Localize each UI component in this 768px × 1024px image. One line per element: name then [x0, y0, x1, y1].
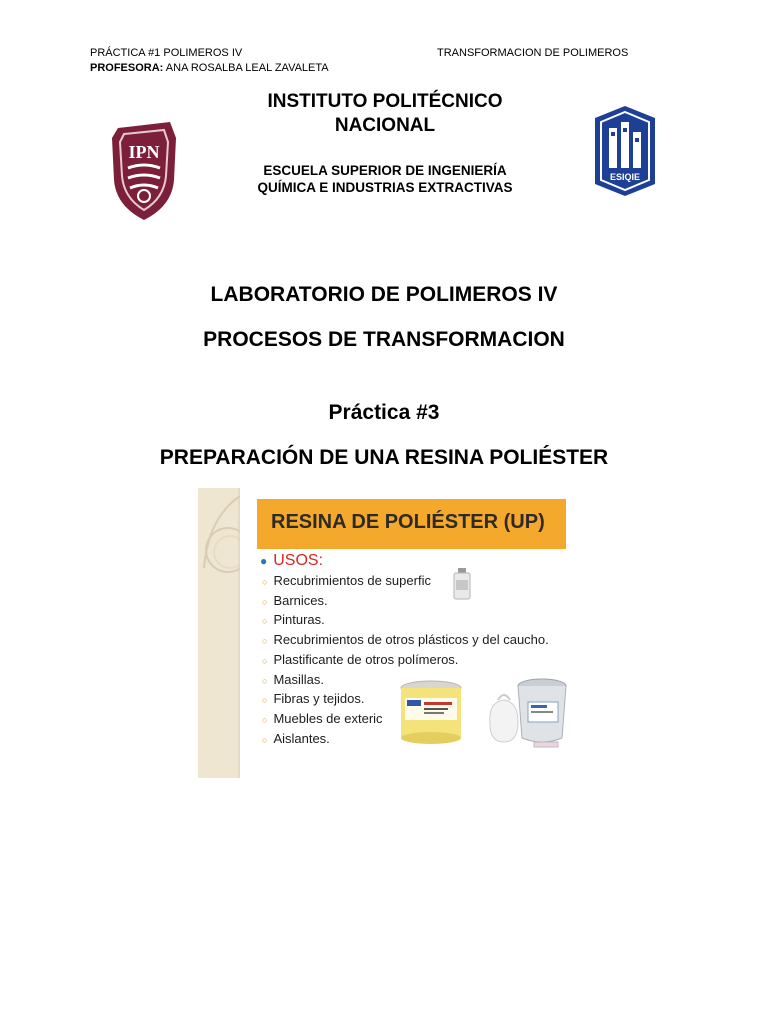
ipn-logo-text: IPN — [128, 142, 160, 162]
circle-bullet-icon: ○ — [262, 596, 268, 607]
circle-bullet-icon: ○ — [262, 655, 268, 666]
list-item: ○ Recubrimientos de superfic — [262, 573, 431, 588]
practice-number: Práctica #3 — [328, 401, 440, 424]
institute-line2: NACIONAL — [334, 115, 436, 136]
esiqie-logo-text: ESIQIE — [609, 172, 641, 182]
circle-bullet-icon: ○ — [262, 675, 268, 686]
slide-section-label: USOS: — [273, 552, 324, 569]
list-item: ○ Barnices. — [262, 592, 328, 608]
slide-decor-strip — [198, 488, 240, 778]
slide-title-banner — [257, 499, 566, 549]
circle-bullet-icon: ○ — [262, 616, 268, 627]
slide-image — [198, 488, 576, 778]
bullet-icon: ● — [260, 554, 268, 568]
list-item: ○ Muebles de exteric — [262, 710, 383, 726]
school-line1: ESCUELA SUPERIOR DE INGENIERÍA — [263, 163, 507, 178]
professor-label: PROFESORA: — [90, 62, 164, 74]
professor-name: ANA ROSALBA LEAL ZAVALETA — [165, 62, 329, 74]
list-item: ○ Plastificante de otros polímeros. — [262, 651, 459, 667]
list-item: ○ Fibras y tejidos. — [262, 691, 365, 707]
circle-bullet-icon: ○ — [262, 695, 268, 706]
ipn-logo — [104, 118, 184, 222]
circle-bullet-icon: ○ — [262, 734, 268, 745]
putty-can-photo — [398, 680, 464, 744]
practice-subject: PREPARACIÓN DE UNA RESINA POLIÉSTER — [159, 446, 609, 469]
header-right: TRANSFORMACION DE POLIMEROS — [437, 47, 629, 59]
institute-name — [230, 90, 540, 138]
list-item: ○ Masillas. — [262, 671, 325, 687]
circle-bullet-icon: ○ — [262, 577, 268, 587]
school-line2: QUÍMICA E INDUSTRIAS EXTRACTIVAS — [257, 180, 513, 195]
list-item: ○ Pinturas. — [262, 612, 325, 628]
lab-title: LABORATORIO DE POLIMEROS IV — [210, 283, 558, 306]
bottle-photo — [452, 568, 472, 600]
slide-title: RESINA DE POLIÉSTER (UP) — [271, 511, 545, 533]
resin-bucket-photo — [484, 676, 570, 756]
school-name — [210, 162, 560, 196]
circle-bullet-icon: ○ — [262, 714, 268, 725]
header-left: PRÁCTICA #1 POLIMEROS IV — [90, 47, 243, 59]
slide-section — [260, 552, 323, 570]
list-item: ○ Aislantes. — [262, 730, 330, 746]
institute-line1: INSTITUTO POLITÉCNICO — [267, 91, 503, 112]
esiqie-logo — [591, 104, 659, 198]
circle-bullet-icon: ○ — [262, 636, 268, 647]
professor-line — [90, 62, 329, 74]
list-item: ○ Recubrimientos de otros plásticos y del caucho. — [262, 632, 549, 648]
process-title: PROCESOS DE TRANSFORMACION — [203, 328, 565, 351]
